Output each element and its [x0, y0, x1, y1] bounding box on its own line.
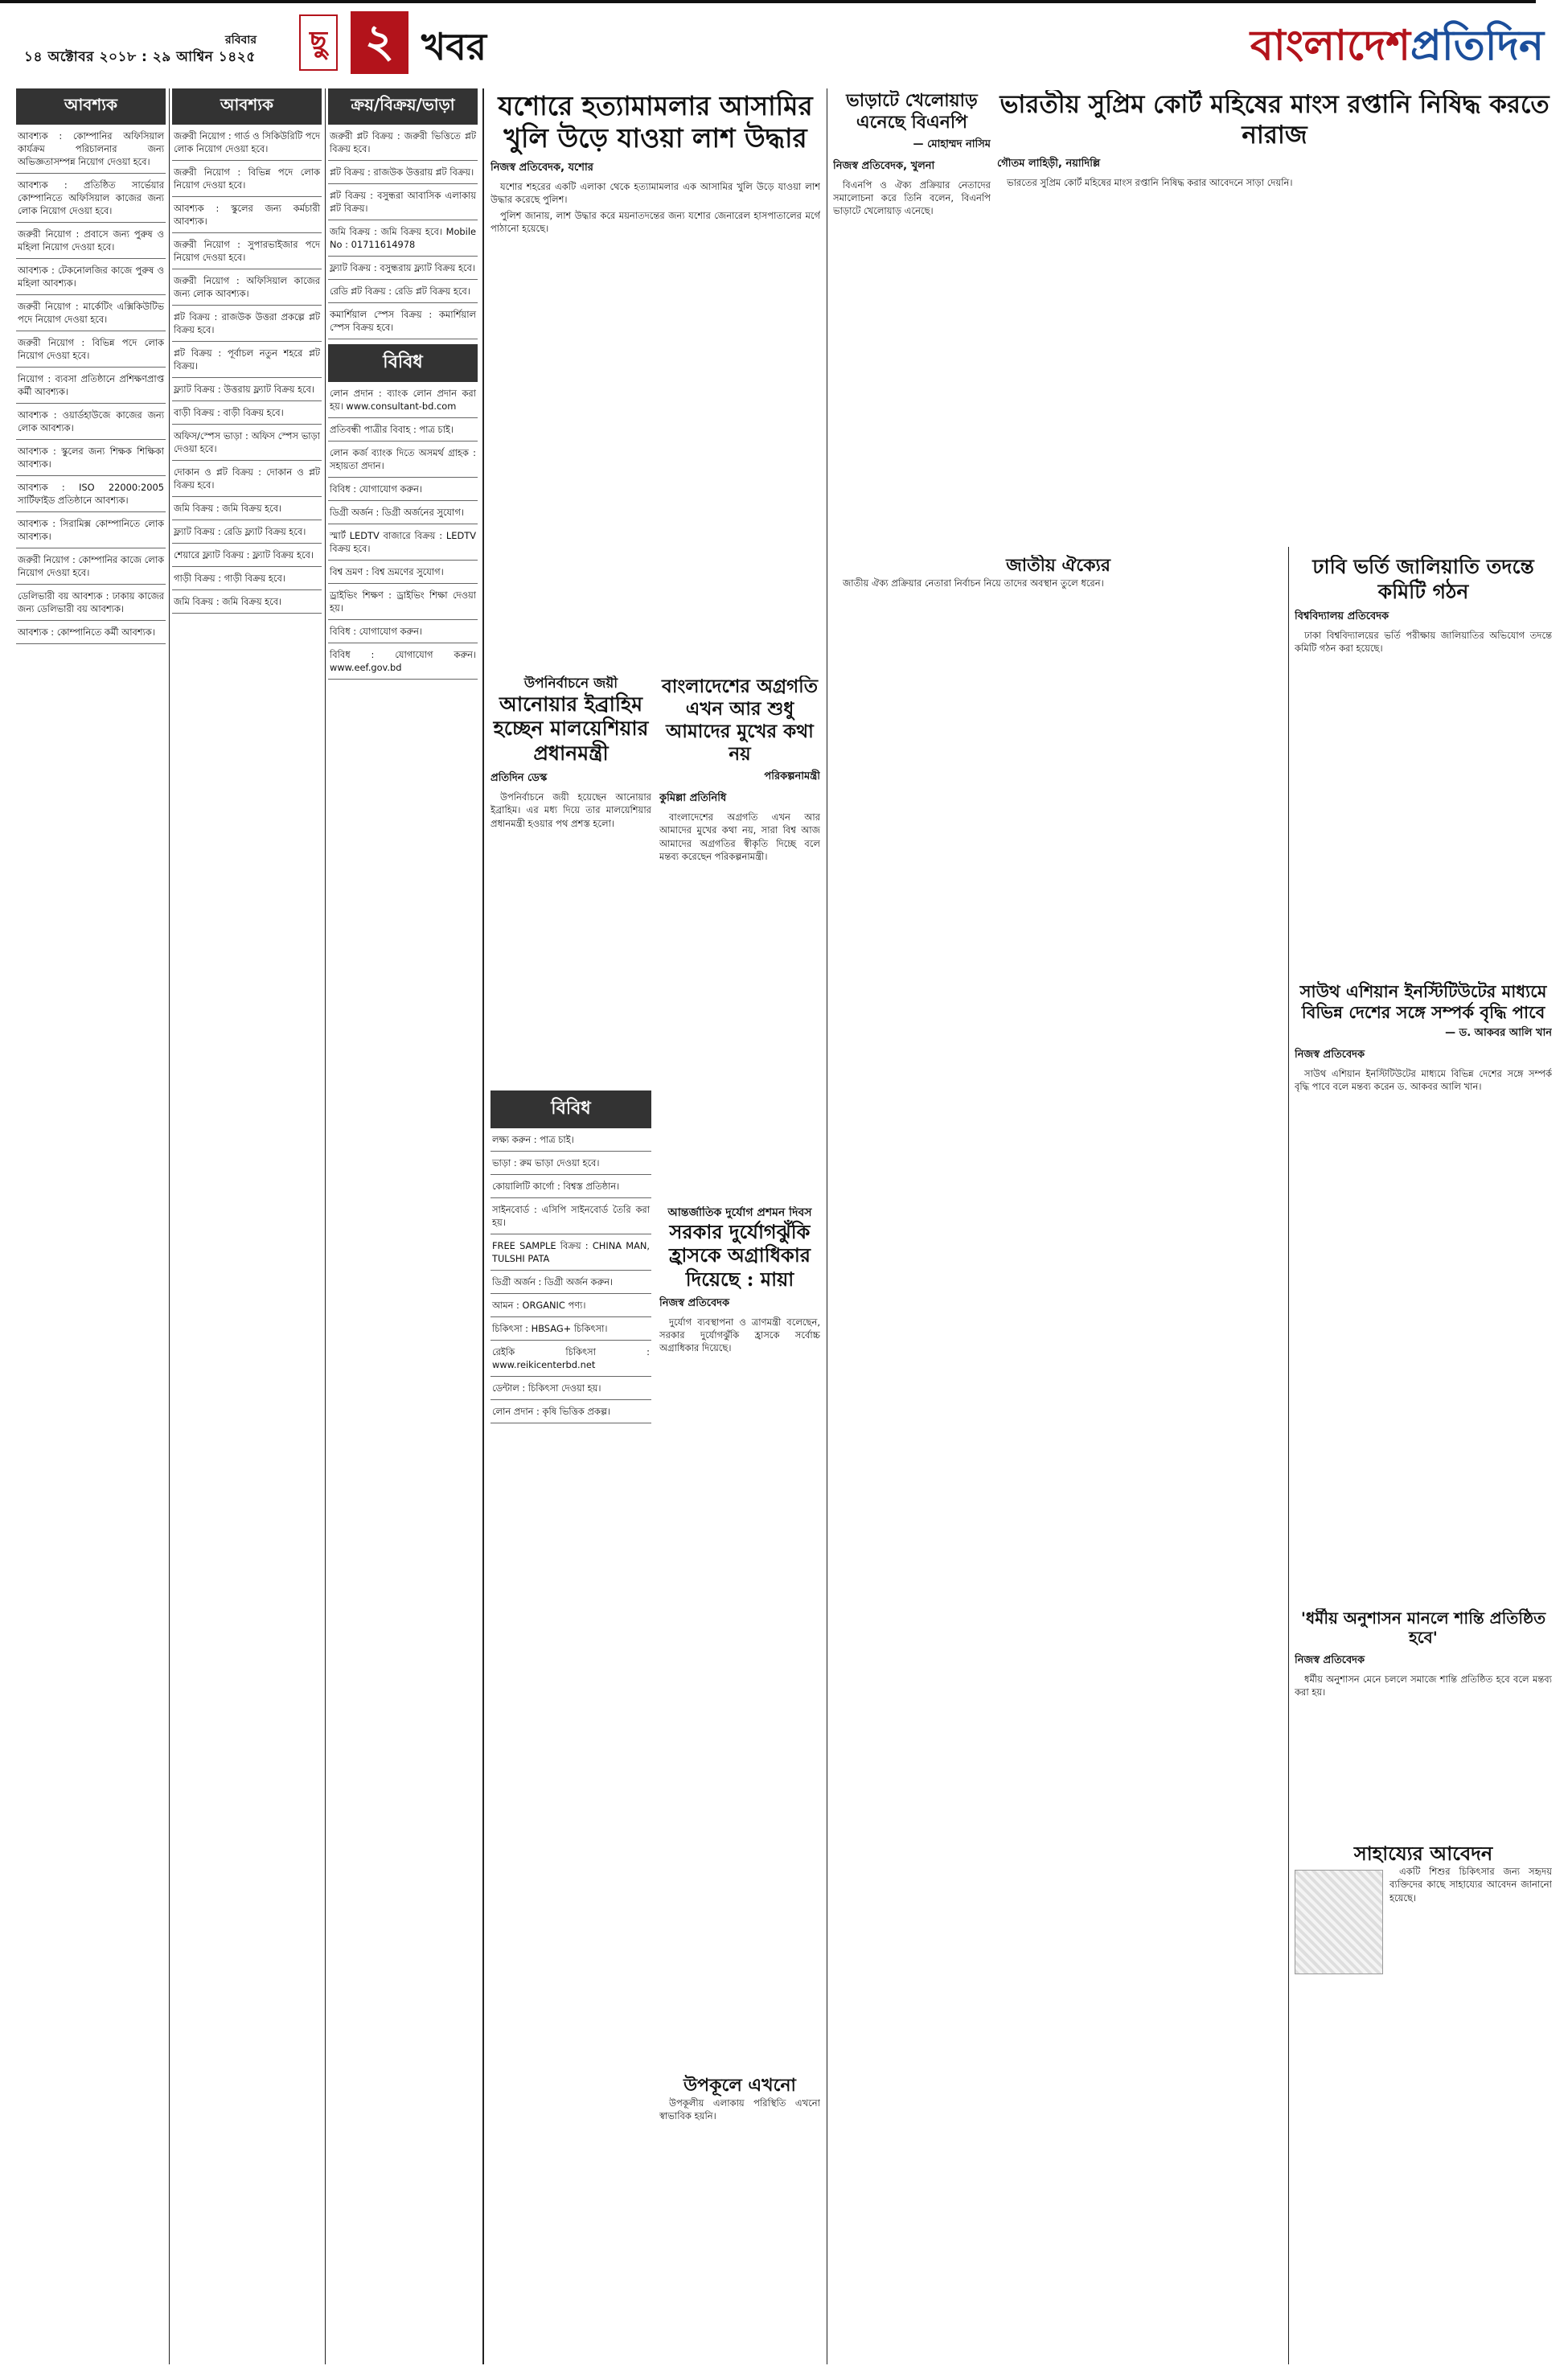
classified-ad: জরুরী নিয়োগ : বিভিন্ন পদে লোক নিয়োগ দেওয়া হবে। — [172, 166, 322, 197]
headline: সাহায্যের আবেদন — [1353, 1842, 1493, 1865]
byline: বিশ্ববিদ্যালয় প্রতিবেদক — [1295, 610, 1389, 622]
classified-ad: আবশ্যক : কোম্পানিতে কর্মী আবশ্যক। — [16, 626, 166, 644]
story-national-unity — [833, 555, 1283, 2356]
story-body — [491, 791, 651, 830]
misc-ad: লোন প্রদান : কৃষি ভিত্তিক প্রকল্প। — [491, 1405, 651, 1423]
classified-ad: আবশ্যক : প্রতিষ্ঠিত সার্ভেয়ার কোম্পানিতে অফিসিয়াল কাজের জন্য লোক নিয়োগ দেওয়া হবে। — [16, 179, 166, 223]
paragraph: সাউথ এশিয়ান ইনস্টিটিউটের মাধ্যমে বিভিন্ন দেশের সঙ্গে সম্পর্ক বৃদ্ধি পাবে বলে মন্তব্য করেন ড. আকবর আলি খান। — [1295, 1068, 1552, 1093]
column-rule — [169, 88, 170, 2364]
byline: কুমিল্লা প্রতিনিধি — [659, 792, 727, 805]
classified-column-1 — [16, 88, 166, 2364]
classified-ad: রেডি প্লট বিক্রয় : রেডি প্লট বিক্রয় হবে। — [328, 285, 478, 303]
paragraph: বিএনপি ও ঐক্য প্রক্রিয়ার নেতাদের সমালোচনা করে তিনি বলেন, বিএনপি ভাড়াটে খেলোয়াড় এনেছে। — [833, 179, 991, 217]
classified-ad: আবশ্যক : ওয়ার্ডহাউজে কাজের জন্য লোক আবশ্যক। — [16, 409, 166, 440]
headline: জাতীয় ঐক্যের — [1006, 555, 1110, 576]
classified-ad: নিয়োগ : ব্যবসা প্রতিষ্ঠানে প্রশিক্ষণপ্রাপ্ত কর্মী আবশ্যক। — [16, 372, 166, 404]
headline: 'ধর্মীয় অনুশাসন মানলে শান্তি প্রতিষ্ঠিত হবে' — [1300, 1608, 1546, 1648]
classified-list — [172, 129, 322, 614]
classified-ad: জরুরী নিয়োগ : প্রবাসে জন্য পুরুষ ও মহিলা নিয়োগ দেওয়া হবে। — [16, 228, 166, 259]
paragraph: বাংলাদেশের অগ্রগতি এখন আর আমাদের মুখের কথা নয়, সারা বিশ্ব আজ আমাদের অগ্রগতির স্বীকৃতি দিচ্ছে বলে মন্তব্য করেছেন পরিকল্পনামন্ত্রী। — [659, 811, 820, 862]
classified-ad: জমি বিক্রয় : জমি বিক্রয় হবে। — [172, 595, 322, 614]
classified-ad: জরুরী নিয়োগ : অফিসিয়াল কাজের জন্য লোক আবশ্যক। — [172, 274, 322, 306]
newspaper-brand — [1250, 13, 1544, 83]
byline: নিজস্ব প্রতিবেদক — [659, 1296, 730, 1309]
classified-list — [328, 387, 478, 680]
story-body — [997, 176, 1552, 189]
attribution: — ড. আকবর আলি খান — [1445, 1027, 1552, 1040]
byline: নিজস্ব প্রতিবেদক — [1295, 1049, 1365, 1062]
misc-box — [491, 1086, 651, 2002]
classified-ad: ডিগ্রী অর্জন : ডিগ্রী অর্জনের সুযোগ। — [328, 506, 478, 524]
misc-ad: ভাড়া : রুম ভাড়া দেওয়া হবে। — [491, 1156, 651, 1175]
classified-list — [328, 129, 478, 339]
story-south-asian — [1295, 981, 1552, 1592]
child-photo — [1295, 1870, 1383, 1974]
classified-list — [16, 129, 166, 644]
misc-list — [491, 1133, 651, 1423]
classified-ad: অফিস/স্পেস ভাড়া : অফিস স্পেস ভাড়া দেওয়া হবে। — [172, 429, 322, 461]
story-body — [1295, 1673, 1552, 1698]
classified-ad: বিবিধ : যোগাযোগ করুন। — [328, 483, 478, 501]
column-rule — [1288, 547, 1289, 2364]
classified-ad: জরুরী নিয়োগ : বিভিন্ন পদে লোক নিয়োগ দেওয়া হবে। — [16, 336, 166, 368]
headline: সাউথ এশিয়ান ইনস্টিটিউটের মাধ্যমে বিভিন্ন দেশের সঙ্গে সম্পর্ক বৃদ্ধি পাবে — [1299, 981, 1547, 1022]
story-body — [1295, 1067, 1552, 1093]
paragraph: উপকূলীয় এলাকায় পরিস্থিতি এখনো স্বাভাবিক হয়নি। — [659, 2097, 820, 2122]
classified-ad: আবশ্যক : ISO 22000:2005 সার্টিফাইড প্রতিষ্ঠানে আবশ্যক। — [16, 481, 166, 512]
classified-ad: প্রতিবন্ধী পাত্রীর বিবাহ : পাত্র চাই। — [328, 423, 478, 442]
story-disaster — [659, 1206, 820, 2091]
story-planning — [659, 676, 820, 1078]
misc-ad: ডেন্টাল : চিকিৎসা দেওয়া হয়। — [491, 1382, 651, 1400]
misc-ad: রেইকি চিকিৎসা : www.reikicenterbd.net — [491, 1345, 651, 1377]
issue-date: ১৪ অক্টোবর ২০১৮ : ২৯ আশ্বিন ১৪২৫ — [24, 49, 256, 65]
column-rule — [325, 88, 326, 2364]
classified-ad: জরুরী নিয়োগ : মার্কেটিং এক্সিকিউটিভ পদে নিয়োগ দেওয়া হবে। — [16, 300, 166, 331]
classified-header: আবশ্যক — [172, 88, 322, 125]
classified-ad: কমার্শিয়াল স্পেস বিক্রয় : কমার্শিয়াল স্পেস বিক্রয় হবে। — [328, 308, 478, 339]
classified-ad: আবশ্যক : স্কুলের জন্য কর্মচারী আবশ্যক। — [172, 202, 322, 233]
misc-ad: FREE SAMPLE বিক্রয় : CHINA MAN, TULSHI PATA — [491, 1239, 651, 1271]
classified-ad: প্লট বিক্রয় : রাজউক উত্তরায় প্লট বিক্রয়। — [328, 166, 478, 184]
classified-ad: শেয়ারে ফ্ল্যাট বিক্রয় : ফ্ল্যাট বিক্রয় হবে। — [172, 548, 322, 567]
story-body — [833, 179, 991, 218]
classified-ad: ডেলিভারী বয় আবশ্যক : ঢাকায় কাজের জন্য ডেলিভারী বয় আবশ্যক। — [16, 589, 166, 621]
story-body — [1295, 629, 1552, 655]
attribution: — মোহাম্মদ নাসিম — [913, 138, 991, 150]
classified-ad: প্লট বিক্রয় : পূর্বাচল নতুন শহরে প্লট বিক্রয়। — [172, 347, 322, 378]
story-body — [833, 577, 1283, 589]
section-title: খবর — [421, 25, 487, 68]
headline: ভাড়াটে খেলোয়াড় এনেছে বিএনপি — [846, 90, 978, 133]
paragraph: একটি শিশুর চিকিৎসার জন্য সহৃদয় ব্যক্তিদের কাছে সাহায্যের আবেদন জানানো হয়েছে। — [1389, 1866, 1552, 1904]
headline: ঢাবি ভর্তি জালিয়াতি তদন্তে কমিটি গঠন — [1312, 555, 1534, 603]
classified-ad: বিশ্ব ভ্রমণ : বিশ্ব ভ্রমণের সুযোগ। — [328, 565, 478, 584]
paragraph: জাতীয় ঐক্য প্রক্রিয়ার নেতারা নির্বাচন নিয়ে তাদের অবস্থান তুলে ধরেন। — [843, 577, 1104, 589]
column-rule — [482, 88, 484, 2364]
classified-ad: জরুরী নিয়োগ : কোম্পানির কাজে লোক নিয়োগ দেওয়া হবে। — [16, 553, 166, 585]
story-body — [491, 180, 820, 236]
story-body — [659, 1316, 820, 1355]
paragraph: যশোর শহরের একটি এলাকা থেকে হত্যামামলার এক আসামির খুলি উড়ে যাওয়া লাশ উদ্ধার করেছে পুলিশ। — [491, 180, 820, 205]
classified-ad: জরুরী নিয়োগ : গার্ড ও সিকিউরিটি পদে লোক নিয়োগ দেওয়া হবে। — [172, 129, 322, 161]
classified-ad: জরুরী প্লট বিক্রয় : জরুরী ভিত্তিতে প্লট বিক্রয় হবে। — [328, 129, 478, 161]
headline: সরকার দুর্যোগঝুঁকি হ্রাসকে অগ্রাধিকার দিয়েছে : মায়া — [669, 1220, 811, 1291]
logo-mark: ছু — [299, 14, 338, 71]
page-number: ২ — [351, 11, 408, 74]
classified-ad: আবশ্যক : স্কুলের জন্য শিক্ষক শিক্ষিকা আবশ্যক। — [16, 445, 166, 476]
classified-ad: জরুরী নিয়োগ : সুপারভাইজার পদে নিয়োগ দেওয়া হবে। — [172, 238, 322, 269]
brand-left: বাংলাদেশ — [1250, 21, 1411, 70]
paragraph: ভারতের সুপ্রিম কোর্ট মহিষের মাংস রপ্তানি নিষিদ্ধ করার আবেদনে সাড়া দেয়নি। — [1007, 176, 1293, 188]
byline: গৌতম লাহিড়ী, নয়াদিল্লি — [997, 157, 1101, 170]
story-india — [997, 90, 1552, 540]
classified-ad: লোন প্রদান : ব্যাংক লোন প্রদান করা হয়। www.consultant-bd.com — [328, 387, 478, 418]
misc-ad: কোয়ালিটি কার্গো : বিশ্বস্ত প্রতিষ্ঠান। — [491, 1180, 651, 1198]
issue-day: রবিবার — [225, 34, 257, 47]
misc-ad: লক্ষ্য করুন : পাত্র চাই। — [491, 1133, 651, 1152]
classified-ad: দোকান ও প্লট বিক্রয় : দোকান ও প্লট বিক্রয় হবে। — [172, 466, 322, 497]
misc-ad: সাইনবোর্ড : এসিপি সাইনবোর্ড তৈরি করা হয়। — [491, 1203, 651, 1234]
story-body — [659, 811, 820, 863]
classified-ad: স্মার্ট LEDTV বাজারে বিক্রয় : LEDTV বিক্রয় হবে। — [328, 529, 478, 561]
classified-ad: ড্রাইভিং শিক্ষণ : ড্রাইভিং শিক্ষা দেওয়া হয়। — [328, 589, 478, 620]
story-ibrahim — [491, 676, 651, 1078]
misc-ad: ডিগ্রী অর্জন : ডিগ্রী অর্জন করুন। — [491, 1275, 651, 1294]
masthead-rule — [0, 0, 1536, 3]
paragraph: উপনির্বাচনে জয়ী হয়েছেন আনোয়ার ইব্রাহিম। এর মধ্য দিয়ে তার মালয়েশিয়ার প্রধানমন্ত্রী হওয়ার পথ প্রশস্ত হলো। — [491, 791, 651, 829]
brand-right: প্রতিদিন — [1410, 21, 1544, 70]
classified-ad: আবশ্যক : কোম্পানির অফিসিয়াল কার্যক্রম পরিচালনার জন্য অভিজ্ঞতাসম্পন্ন নিয়োগ দেওয়া হবে। — [16, 129, 166, 174]
classified-header: আবশ্যক — [16, 88, 166, 125]
misc-header: বিবিধ — [328, 344, 478, 382]
classified-column-3 — [328, 88, 478, 2364]
classified-ad: প্লট বিক্রয় : বসুন্ধরা আবাসিক এলাকায় প্লট বিক্রয়। — [328, 189, 478, 220]
classified-column-2 — [172, 88, 322, 2364]
story-body — [659, 2097, 820, 2122]
headline: যশোরে হত্যামামলার আসামির খুলি উড়ে যাওয়া লাশ উদ্ধার — [498, 90, 813, 154]
byline: নিজস্ব প্রতিবেদক, খুলনা — [833, 159, 935, 172]
byline: নিজস্ব প্রতিবেদক — [1295, 1653, 1365, 1666]
story-jessore — [491, 90, 820, 669]
kicker: আন্তর্জাতিক দুর্যোগ প্রশমন দিবস — [667, 1206, 812, 1219]
headline: বাংলাদেশের অগ্রগতি এখন আর শুধু আমাদের মুখের কথা নয় — [661, 676, 819, 766]
classified-ad: গাড়ী বিক্রয় : গাড়ী বিক্রয় হবে। — [172, 572, 322, 590]
paragraph: পুলিশ জানায়, লাশ উদ্ধার করে ময়নাতদন্তের জন্য যশোর জেনারেল হাসপাতালের মর্গে পাঠানো হয়েছে। — [491, 209, 820, 235]
classified-ad: বিবিধ : যোগাযোগ করুন। — [328, 625, 478, 643]
paragraph: দুর্যোগ ব্যবস্থাপনা ও ত্রাণমন্ত্রী বলেছেন, সরকার দুর্যোগঝুঁকি হ্রাসকে সর্বোচ্চ অগ্রাধিকার দিয়েছে। — [659, 1316, 820, 1354]
classified-ad: লোন কর্জ ব্যাংক দিতে অসমর্থ গ্রাহক : সহায়তা প্রদান। — [328, 446, 478, 478]
classified-ad: জমি বিক্রয় : জমি বিক্রয় হবে। — [172, 502, 322, 520]
paragraph: ঢাকা বিশ্ববিদ্যালয়ের ভর্তি পরীক্ষায় জালিয়াতির অভিযোগ তদন্তে কমিটি গঠন করা হয়েছে। — [1295, 630, 1552, 655]
classified-ad: আবশ্যক : টেকনোলজির কাজে পুরুষ ও মহিলা আবশ্যক। — [16, 264, 166, 295]
headline: ভারতীয় সুপ্রিম কোর্ট মহিষের মাংস রপ্তানি নিষিদ্ধ করতে নারাজ — [999, 90, 1550, 150]
classified-ad: আবশ্যক : সিরামিক্স কোম্পানিতে লোক আবশ্যক। — [16, 517, 166, 548]
classified-ad: ফ্ল্যাট বিক্রয় : বসুন্ধরায় ফ্ল্যাট বিক্রয় হবে। — [328, 261, 478, 280]
byline: নিজস্ব প্রতিবেদক, যশোর — [491, 161, 593, 174]
classified-ad: প্লট বিক্রয় : রাজউক উত্তরা প্রকল্পে প্লট বিক্রয় হবে। — [172, 310, 322, 342]
byline: প্রতিদিন ডেস্ক — [491, 772, 548, 785]
misc-header: বিবিধ — [491, 1090, 651, 1128]
story-peace — [1295, 1608, 1552, 1834]
headline: উপকূলে এখনো — [683, 2075, 796, 2096]
classified-ad: বাড়ী বিক্রয় : বাড়ী বিক্রয় হবে। — [172, 406, 322, 425]
classified-ad: জমি বিক্রয় : জমি বিক্রয় হবে। Mobile No : 01711614978 — [328, 225, 478, 257]
paragraph: ধর্মীয় অনুশাসন মেনে চললে সমাজে শান্তি প্রতিষ্ঠিত হবে বলে মন্তব্য করা হয়। — [1295, 1673, 1552, 1698]
story-appeal — [1295, 1842, 1552, 2356]
misc-ad: চিকিৎসা : HBSAG+ চিকিৎসা। — [491, 1322, 651, 1341]
classified-ad: বিবিধ : যোগাযোগ করুন। www.eef.gov.bd — [328, 648, 478, 680]
misc-ad: আমন : ORGANIC পণ্য। — [491, 1299, 651, 1317]
story-dhaka-admission — [1295, 555, 1552, 973]
story-upcoming — [659, 2075, 820, 2356]
classified-ad: ফ্ল্যাট বিক্রয় : রেডি ফ্ল্যাট বিক্রয় হবে। — [172, 525, 322, 544]
classified-ad: ফ্ল্যাট বিক্রয় : উত্তরায় ফ্ল্যাট বিক্রয় হবে। — [172, 383, 322, 401]
headline: আনোয়ার ইব্রাহিম হচ্ছেন মালয়েশিয়ার প্রধানমন্ত্রী — [493, 692, 649, 765]
classified-header: ক্রয়/বিক্রয়/ভাড়া — [328, 88, 478, 125]
attribution: পরিকল্পনামন্ত্রী — [764, 770, 820, 783]
story-players — [833, 90, 991, 540]
kicker: উপনির্বাচনে জয়ী — [523, 676, 618, 692]
